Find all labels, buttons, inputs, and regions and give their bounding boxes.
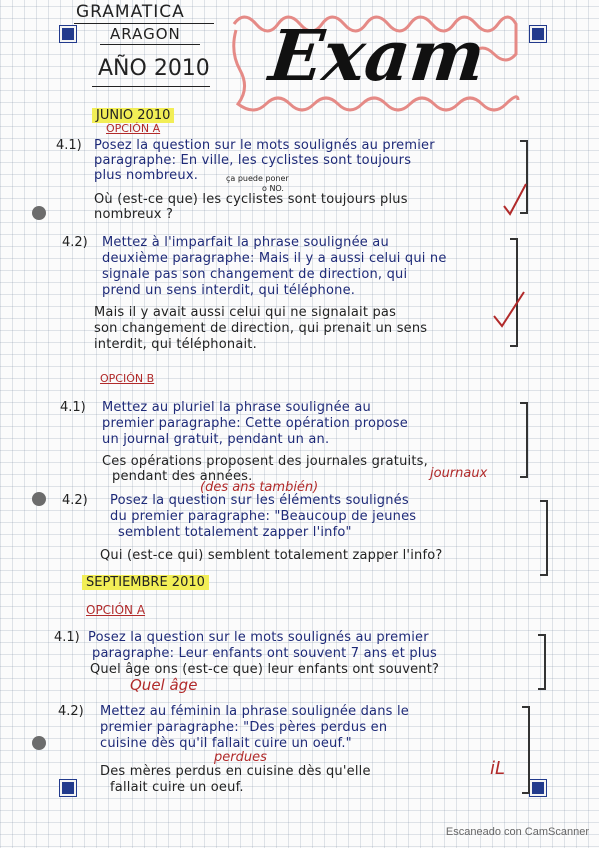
answer-line: Quel âge ons (est-ce que) leur enfants ont souvent? (90, 662, 440, 677)
binder-hole (32, 492, 46, 506)
question-line: Mettez au pluriel la phrase soulignée au (102, 400, 371, 415)
corner-marker-icon (60, 26, 76, 42)
question-line: semblent totalement zapper l'info" (118, 525, 352, 540)
opcion-b-heading: OPCIÓN B (100, 372, 155, 385)
section-september-2010: SEPTIEMBRE 2010 (82, 575, 209, 590)
answer-line: fallait cuire un oeuf. (110, 780, 244, 795)
answer-line: interdit, qui téléphonait. (94, 337, 257, 352)
corner-marker-icon (530, 780, 546, 796)
answer-bracket (538, 634, 546, 690)
margin-note: ça puede poner (226, 174, 289, 183)
opcion-a-heading: OPCIÓN A (106, 122, 161, 135)
correction-note: journaux (430, 466, 488, 481)
question-number: 4.2) (58, 704, 84, 719)
correction-note: (des ans también) (200, 480, 319, 495)
heading-rule (74, 23, 214, 24)
scanner-watermark: Escaneado con CamScanner (445, 826, 589, 838)
binder-hole (32, 206, 46, 220)
answer-line: nombreux ? (94, 207, 174, 222)
binder-hole (32, 736, 46, 750)
question-line: signale pas son changement de direction, qui (102, 267, 408, 282)
question-line: paragraphe: Leur enfants ont souvent 7 ans et plus (92, 646, 438, 661)
question-number: 4.2) (62, 493, 88, 508)
question-line: Posez la question sur le mots soulignés au premier (94, 138, 435, 153)
correction-note: iL (490, 758, 506, 779)
question-line: Mettez au féminin la phrase soulignée dans le (100, 704, 409, 719)
question-line: Mettez à l'imparfait la phrase soulignée au (102, 235, 389, 250)
question-line: premier paragraphe: Cette opération propose (102, 416, 408, 431)
correction-note: Quel âge (130, 676, 198, 694)
heading-rule (100, 44, 200, 45)
answer-line: Qui (est-ce qui) semblent totalement zapper l'info? (100, 548, 443, 563)
opcion-a-heading-sept: OPCIÓN A (86, 603, 146, 617)
year-heading: AÑO 2010 (98, 56, 210, 81)
margin-note: o NO. (262, 184, 284, 193)
answer-bracket (520, 402, 528, 478)
question-line: plus nombreux. (94, 168, 199, 183)
question-number: 4.1) (56, 138, 82, 153)
answer-line: Des mères perdus en cuisine dès qu'elle (100, 764, 371, 779)
corner-marker-icon (60, 780, 76, 796)
question-line: Posez la question sur le mots soulignés au premier (88, 630, 429, 645)
correction-note: perdues (214, 750, 267, 765)
answer-bracket (540, 500, 548, 576)
answer-line: pendant des années. (112, 469, 253, 484)
question-line: premier paragraphe: "Des pères perdus en (100, 720, 388, 735)
answer-line: Mais il y avait aussi celui qui ne signalait pas (94, 305, 397, 320)
subject-heading: GRAMATICA (76, 2, 185, 22)
region-heading: ARAGON (110, 25, 181, 43)
question-number: 4.1) (54, 630, 80, 645)
question-line: prend un sens interdit, qui téléphone. (102, 283, 356, 298)
page-title: Exam (265, 14, 489, 97)
answer-line: son changement de direction, qui prenait un sens (94, 321, 428, 336)
question-number: 4.2) (62, 235, 88, 250)
checkmark-icon (500, 180, 530, 220)
question-line: du premier paragraphe: "Beaucoup de jeunes (110, 509, 417, 524)
question-line: paragraphe: En ville, les cyclistes sont toujours (94, 153, 412, 168)
question-line: cuisine dès qu'il fallait cuire un oeuf." (100, 736, 352, 751)
question-number: 4.1) (60, 400, 86, 415)
answer-line: Où (est-ce que) les cyclistes sont toujours plus (94, 192, 408, 207)
answer-bracket (522, 706, 530, 794)
corner-marker-icon (530, 26, 546, 42)
question-line: deuxième paragraphe: Mais il y a aussi celui qui ne (102, 251, 447, 266)
question-line: Posez la question sur les éléments soulignés (110, 493, 409, 508)
heading-rule (92, 86, 210, 87)
checkmark-icon (490, 288, 530, 332)
section-june-2010: JUNIO 2010 (92, 108, 174, 123)
answer-line: Ces opérations proposent des journales gratuits, (102, 454, 428, 469)
question-line: un journal gratuit, pendant un an. (102, 432, 330, 447)
